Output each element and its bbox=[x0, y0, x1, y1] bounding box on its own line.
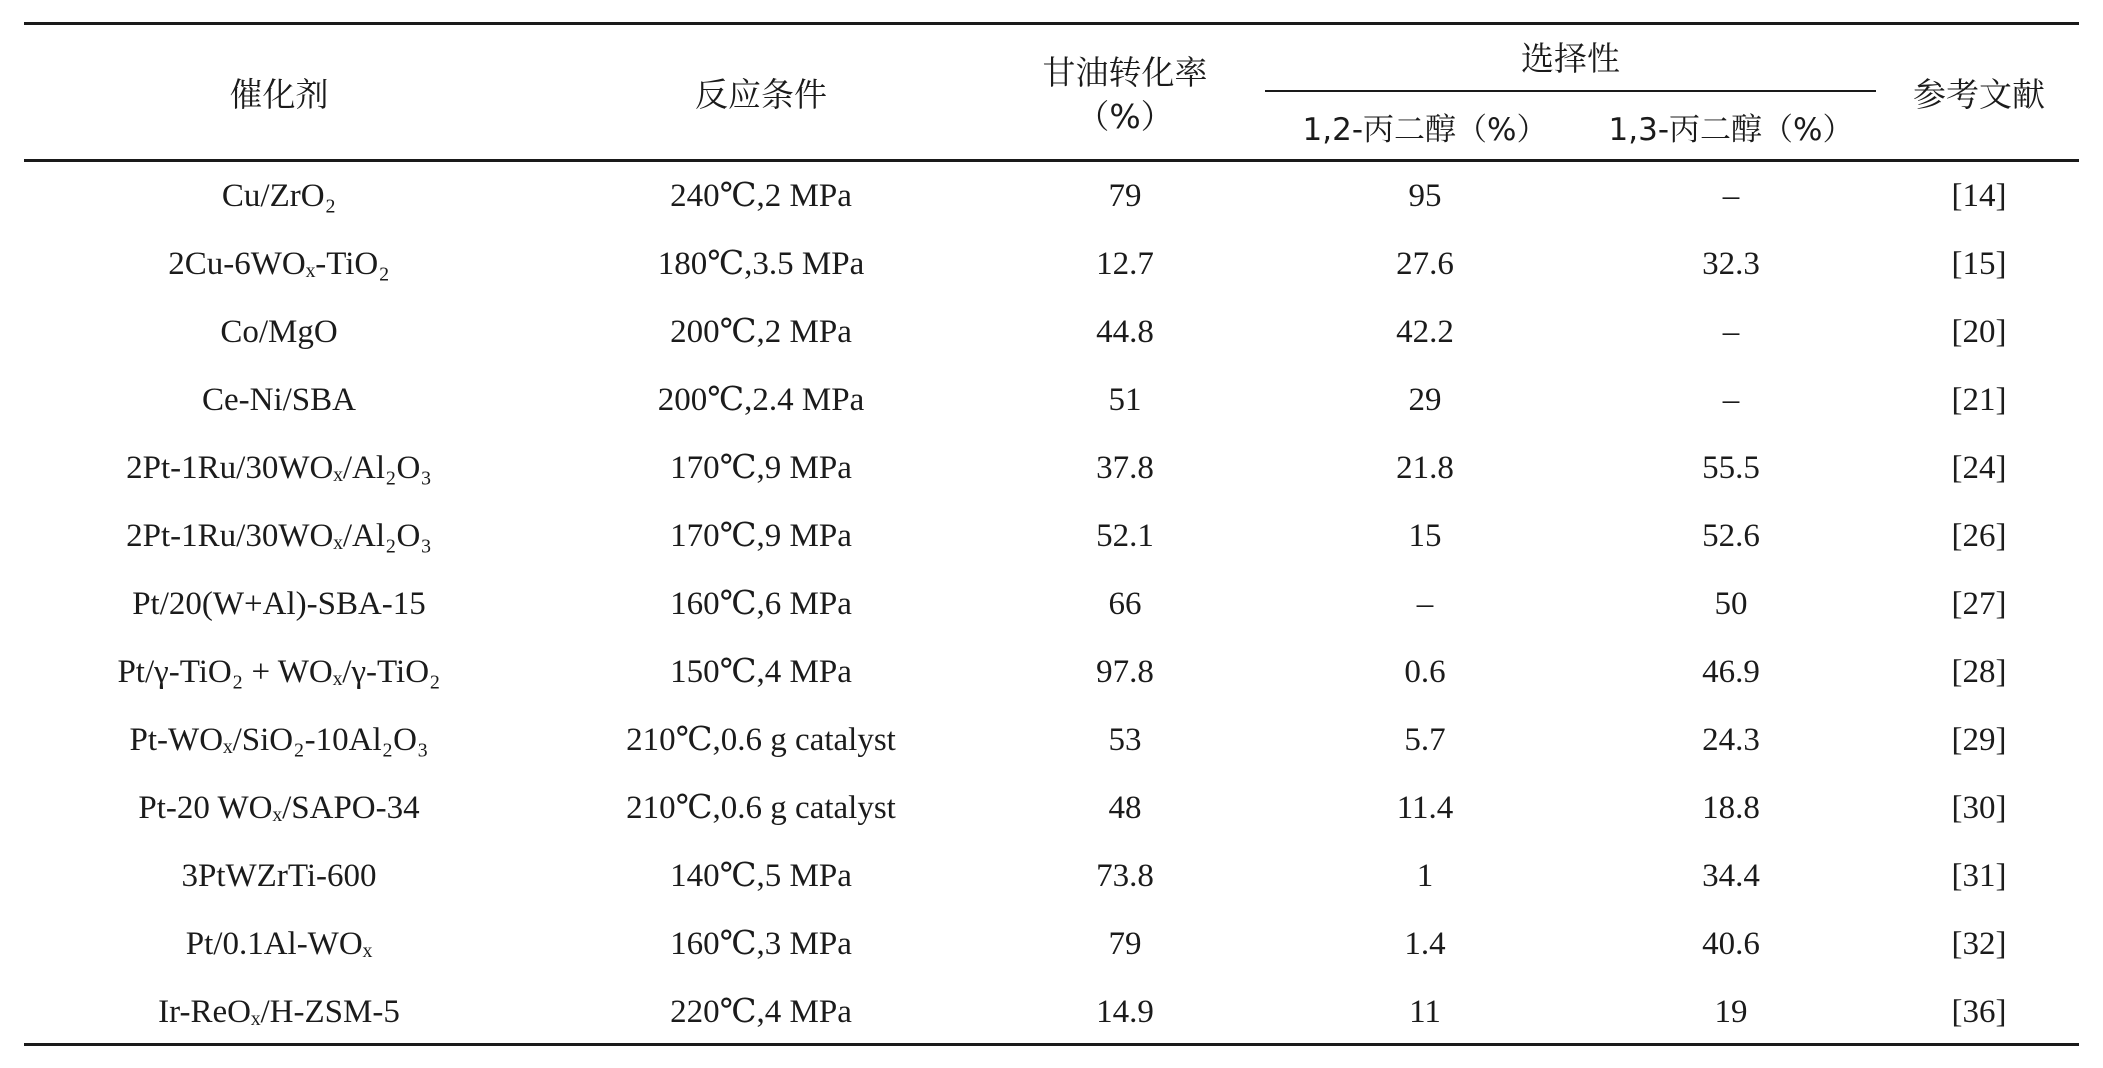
table-row bbox=[0, 162, 2103, 230]
selectivity-1-2-cell: 11 bbox=[1409, 994, 1441, 1030]
selectivity-1-2-cell: 11.4 bbox=[1396, 790, 1454, 826]
conversion-cell: 66 bbox=[1108, 586, 1142, 622]
selectivity-1-2-cell: 1.4 bbox=[1404, 926, 1446, 962]
catalyst-cell: Co/MgO bbox=[220, 314, 338, 350]
selectivity-1-3-cell: 24.3 bbox=[1702, 722, 1760, 758]
header-selectivity: 选择性 bbox=[1521, 38, 1620, 78]
selectivity-1-2-cell: 27.6 bbox=[1396, 246, 1454, 282]
selectivity-1-3-cell: 52.6 bbox=[1702, 518, 1760, 554]
conversion-cell: 14.9 bbox=[1096, 994, 1154, 1030]
catalyst-cell: Pt/20(W+Al)-SBA-15 bbox=[132, 586, 426, 622]
table-row bbox=[0, 366, 2103, 434]
conversion-cell: 79 bbox=[1108, 926, 1142, 962]
table-row bbox=[0, 502, 2103, 570]
selectivity-1-2-cell: 95 bbox=[1408, 178, 1442, 214]
reference-cell: [20] bbox=[1951, 314, 2007, 350]
table-row bbox=[0, 978, 2103, 1046]
selectivity-1-2-cell: 1 bbox=[1416, 858, 1434, 894]
selectivity-1-3-cell: 34.4 bbox=[1702, 858, 1760, 894]
reference-cell: [15] bbox=[1951, 246, 2007, 282]
conditions-cell: 140℃,5 MPa bbox=[670, 858, 852, 894]
reference-cell: [30] bbox=[1951, 790, 2007, 826]
table-row bbox=[0, 842, 2103, 910]
header-glycerol-conversion: 甘油转化率 bbox=[1042, 52, 1208, 92]
selectivity-1-3-cell: 55.5 bbox=[1702, 450, 1760, 486]
catalyst-cell: 2Cu-6WOₓ-TiO₂ bbox=[168, 246, 390, 282]
conversion-cell: 52.1 bbox=[1096, 518, 1154, 554]
selectivity-1-2-cell: 42.2 bbox=[1396, 314, 1454, 350]
conditions-cell: 160℃,3 MPa bbox=[670, 926, 852, 962]
conditions-cell: 150℃,4 MPa bbox=[670, 654, 852, 690]
catalyst-cell: 2Pt-1Ru/30WOₓ/Al₂O₃ bbox=[126, 450, 432, 486]
top-rule bbox=[24, 22, 2079, 25]
conditions-cell: 160℃,6 MPa bbox=[670, 586, 852, 622]
selectivity-1-2-cell: 5.7 bbox=[1404, 722, 1446, 758]
conversion-cell: 97.8 bbox=[1096, 654, 1154, 690]
catalyst-cell: 3PtWZrTi-600 bbox=[181, 858, 377, 894]
selectivity-1-2-cell: 15 bbox=[1408, 518, 1442, 554]
selectivity-1-2-cell: 0.6 bbox=[1404, 654, 1446, 690]
selectivity-1-3-cell: 46.9 bbox=[1702, 654, 1760, 690]
conversion-cell: 53 bbox=[1108, 722, 1142, 758]
header-reference: 参考文献 bbox=[1913, 75, 2045, 114]
conditions-cell: 200℃,2.4 MPa bbox=[657, 382, 865, 418]
catalyst-cell: Ce-Ni/SBA bbox=[201, 382, 356, 418]
conversion-cell: 44.8 bbox=[1096, 314, 1154, 350]
conditions-cell: 210℃,0.6 g catalyst bbox=[626, 722, 896, 758]
reference-cell: [36] bbox=[1951, 994, 2007, 1030]
header-reaction-conditions: 反应条件 bbox=[695, 75, 827, 114]
reference-cell: [28] bbox=[1951, 654, 2007, 690]
conversion-cell: 79 bbox=[1108, 178, 1142, 214]
reference-cell: [24] bbox=[1951, 450, 2007, 486]
selectivity-1-2-cell: – bbox=[1416, 586, 1434, 622]
reference-cell: [21] bbox=[1951, 382, 2007, 418]
header-conversion-unit: （%） bbox=[1076, 96, 1174, 136]
catalyst-cell: Pt-20 WOₓ/SAPO-34 bbox=[138, 790, 420, 826]
conversion-cell: 73.8 bbox=[1096, 858, 1154, 894]
table-row bbox=[0, 910, 2103, 978]
selectivity-1-3-cell: – bbox=[1722, 178, 1740, 214]
reference-cell: [32] bbox=[1951, 926, 2007, 962]
selectivity-1-2-cell: 21.8 bbox=[1396, 450, 1454, 486]
catalyst-cell: Pt/0.1Al-WOₓ bbox=[185, 926, 373, 962]
table-row bbox=[0, 638, 2103, 706]
selectivity-1-3-cell: – bbox=[1722, 314, 1740, 350]
selectivity-1-2-cell: 29 bbox=[1408, 382, 1442, 418]
conditions-cell: 180℃,3.5 MPa bbox=[657, 246, 865, 282]
table-row bbox=[0, 434, 2103, 502]
reference-cell: [29] bbox=[1951, 722, 2007, 758]
reference-cell: [14] bbox=[1951, 178, 2007, 214]
table-row bbox=[0, 570, 2103, 638]
selectivity-1-3-cell: 50 bbox=[1714, 586, 1748, 622]
conversion-cell: 37.8 bbox=[1096, 450, 1154, 486]
selectivity-1-3-cell: 19 bbox=[1714, 994, 1748, 1030]
selectivity-1-3-cell: 32.3 bbox=[1702, 246, 1760, 282]
conditions-cell: 170℃,9 MPa bbox=[670, 518, 852, 554]
selectivity-1-3-cell: – bbox=[1722, 382, 1740, 418]
reference-cell: [27] bbox=[1951, 586, 2007, 622]
reference-cell: [26] bbox=[1951, 518, 2007, 554]
catalyst-cell: 2Pt-1Ru/30WOₓ/Al₂O₃ bbox=[126, 518, 432, 554]
conditions-cell: 170℃,9 MPa bbox=[670, 450, 852, 486]
selectivity-subrule bbox=[1265, 90, 1876, 92]
header-selectivity-1-2-propanediol: 1,2-丙二醇（%） bbox=[1302, 111, 1548, 148]
selectivity-1-3-cell: 18.8 bbox=[1702, 790, 1760, 826]
table-row bbox=[0, 706, 2103, 774]
catalyst-cell: Cu/ZrO₂ bbox=[221, 178, 337, 214]
table-row bbox=[0, 230, 2103, 298]
catalyst-cell: Ir-ReOₓ/H-ZSM-5 bbox=[158, 994, 400, 1030]
bottom-rule bbox=[24, 1043, 2079, 1046]
conditions-cell: 220℃,4 MPa bbox=[670, 994, 852, 1030]
table-row bbox=[0, 774, 2103, 842]
table-row bbox=[0, 298, 2103, 366]
conditions-cell: 240℃,2 MPa bbox=[670, 178, 852, 214]
header-selectivity-1-3-propanediol: 1,3-丙二醇（%） bbox=[1608, 111, 1854, 148]
conditions-cell: 200℃,2 MPa bbox=[670, 314, 852, 350]
conversion-cell: 48 bbox=[1108, 790, 1142, 826]
catalyst-cell: Pt-WOₓ/SiO₂-10Al₂O₃ bbox=[129, 722, 429, 758]
conversion-cell: 51 bbox=[1108, 382, 1142, 418]
header-catalyst: 催化剂 bbox=[229, 75, 329, 114]
selectivity-1-3-cell: 40.6 bbox=[1702, 926, 1760, 962]
conditions-cell: 210℃,0.6 g catalyst bbox=[626, 790, 896, 826]
reference-cell: [31] bbox=[1951, 858, 2007, 894]
catalyst-cell: Pt/γ-TiO₂ + WOₓ/γ-TiO₂ bbox=[117, 654, 441, 690]
conversion-cell: 12.7 bbox=[1096, 246, 1154, 282]
